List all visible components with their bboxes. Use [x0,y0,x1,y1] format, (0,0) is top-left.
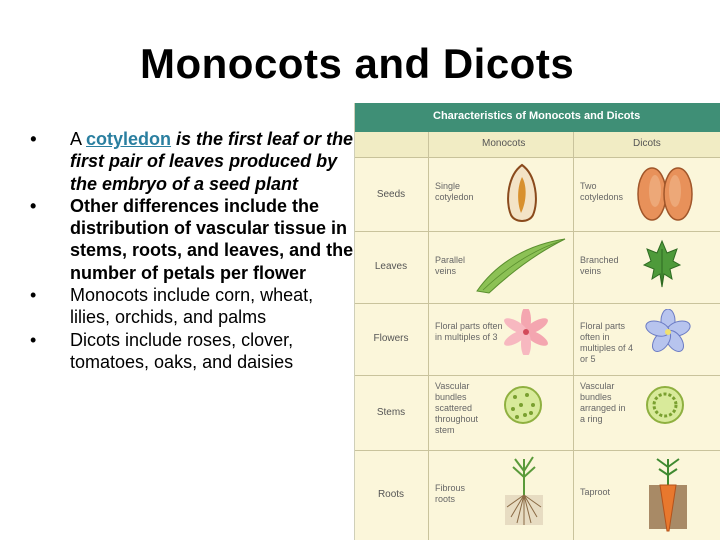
column-divider [428,132,429,540]
leaves-monocot-text: Parallel veins [435,255,466,276]
cotyledon-link[interactable]: cotyledon [86,129,172,149]
dicot-stem-icon [645,385,685,425]
monocot-root-icon [501,455,547,531]
column-header-monocots: Monocots [482,138,526,149]
stems-monocot-text: Vascular bundles scattered throughout stem [435,381,479,435]
column-header-row [355,132,720,158]
monocot-flower-icon [503,309,549,355]
bullet-1-text: is the first leaf or the first pair of leaves produced by the embryo of a seed plant [70,129,354,194]
row-label-stems: Stems [376,407,406,418]
bullet-differences: • Other differences include the distribution of vascular tissue in stems, roots, and leaves, and the number of petals per flower [24,195,354,284]
row-divider [355,231,720,232]
monocot-stem-icon [503,385,543,425]
monocot-leaf-icon [475,235,567,295]
seeds-monocot-text: Single cotyledon [435,181,474,202]
bullet-monocots: • Monocots include corn, wheat, lilies, orchids, and palms [24,284,354,329]
seeds-dicot-text: Two cotyledons [580,181,624,202]
leaves-dicot-text: Branched veins [580,255,619,276]
bullet-dicots: • Dicots include roses, clover, tomatoes, oaks, and daisies [24,329,354,374]
bullet-1-prefix: A [70,129,87,149]
row-divider [355,303,720,304]
row-divider [355,375,720,376]
dicot-leaf-icon [643,239,681,289]
bullet-cotyledon [24,128,354,195]
dicot-root-icon [645,455,691,535]
row-label-seeds: Seeds [376,189,406,200]
comparison-table-figure [354,103,720,540]
roots-monocot-text: Fibrous roots [435,483,466,504]
monocot-seed-icon [503,163,541,225]
column-header-dicots: Dicots [633,138,661,149]
row-label-leaves: Leaves [374,261,408,272]
bullet-list [24,128,354,373]
stems-dicot-text: Vascular bundles arranged in a ring [580,381,626,424]
slide-title: Monocots and Dicots [140,40,575,87]
column-divider [573,132,574,540]
roots-dicot-text: Taproot [580,487,611,497]
row-label-flowers: Flowers [373,333,409,344]
figure-header [355,103,720,132]
flowers-dicot-text: Floral parts often in multiples of 4 or 5 [580,321,634,364]
dicot-seed-icon [635,165,695,223]
figure-title: Characteristics of Monocots and Dicots [433,110,641,122]
row-label-roots: Roots [377,489,405,500]
row-divider [355,450,720,451]
flowers-monocot-text: Floral parts often in multiples of 3 [435,321,503,342]
dicot-flower-icon [645,309,691,355]
